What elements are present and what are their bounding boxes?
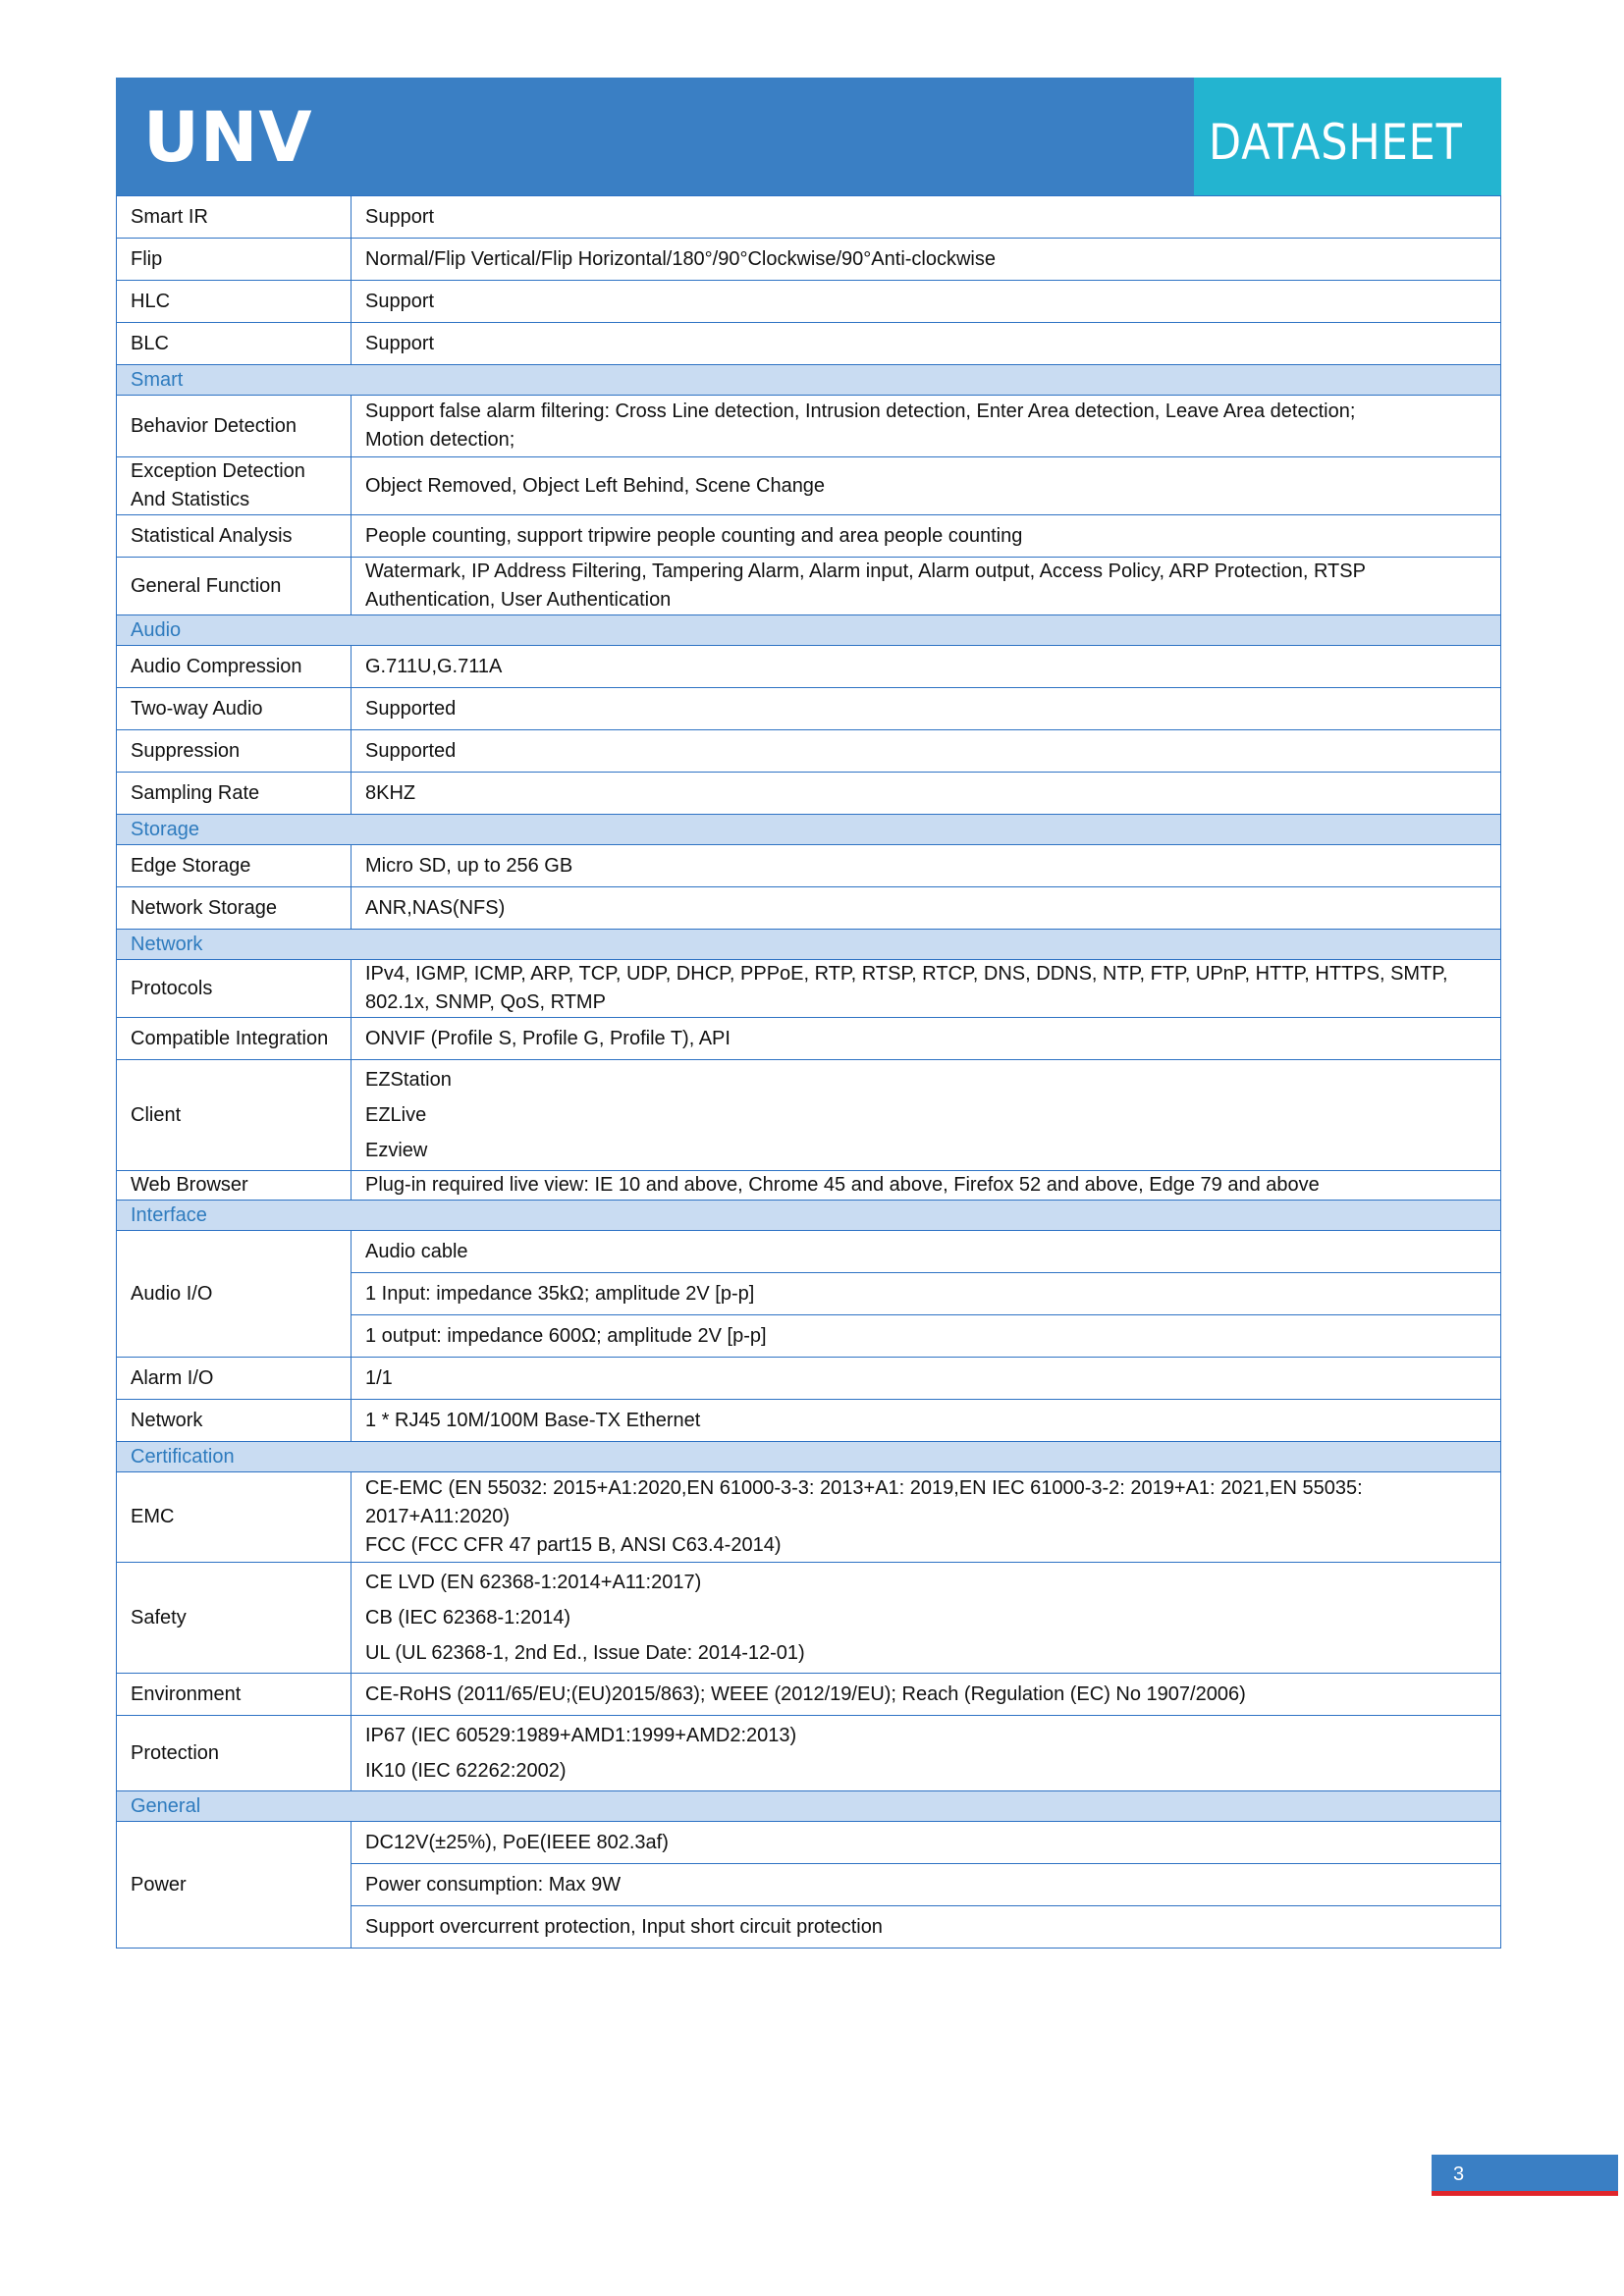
spec-value	[352, 457, 1501, 515]
spec-row	[117, 239, 1501, 281]
spec-value-line: EZLive	[365, 1104, 427, 1126]
spec-value: 1 Input: impedance 35kΩ; amplitude 2V [p-p]	[352, 1273, 1501, 1315]
spec-value	[352, 281, 1501, 323]
spec-row	[117, 1716, 1501, 1791]
spec-key: Web Browser	[117, 1171, 352, 1201]
spec-value-line: FCC (FCC CFR 47 part15 B, ANSI C63.4-2014)	[365, 1534, 782, 1556]
spec-value	[352, 1400, 1501, 1442]
spec-value	[352, 730, 1501, 773]
spec-key: Protection	[117, 1716, 352, 1791]
spec-value-line: Supported	[365, 740, 457, 762]
section-label: Network	[117, 930, 1501, 960]
unv-logo: UNV	[143, 97, 313, 178]
spec-key: Two-way Audio	[117, 688, 352, 730]
spec-row	[117, 1674, 1501, 1716]
spec-value-line: G.711U,G.711A	[365, 656, 503, 677]
section-header	[117, 615, 1501, 646]
spec-row	[117, 688, 1501, 730]
spec-row	[117, 1060, 1501, 1171]
spec-value	[352, 1060, 1501, 1171]
spec-row	[117, 1472, 1501, 1563]
spec-value-line: Watermark, IP Address Filtering, Tampering Alarm, Alarm input, Alarm output, Access Policy, ARP Protection, RTSP Authentication, User Authentication	[365, 561, 1366, 611]
spec-value	[352, 558, 1501, 615]
section-header	[117, 1201, 1501, 1231]
spec-key: Suppression	[117, 730, 352, 773]
spec-value	[352, 1674, 1501, 1716]
spec-key: BLC	[117, 323, 352, 365]
spec-key: Client	[117, 1060, 352, 1171]
spec-value	[352, 1472, 1501, 1563]
spec-value-line: EZStation	[365, 1069, 452, 1091]
spec-row	[117, 558, 1501, 615]
spec-value: Power consumption: Max 9W	[352, 1864, 1501, 1906]
spec-value-line: UL (UL 62368-1, 2nd Ed., Issue Date: 2014-12-01)	[365, 1642, 805, 1664]
spec-key: HLC	[117, 281, 352, 323]
spec-row	[117, 1018, 1501, 1060]
spec-row	[117, 887, 1501, 930]
spec-row	[117, 1171, 1501, 1201]
spec-row	[117, 196, 1501, 239]
spec-value	[352, 1716, 1501, 1791]
section-header	[117, 815, 1501, 845]
section-header	[117, 1442, 1501, 1472]
spec-row	[117, 845, 1501, 887]
page-number: 3	[1432, 2155, 1618, 2196]
spec-row	[117, 646, 1501, 688]
spec-row	[117, 773, 1501, 815]
spec-table	[116, 195, 1501, 1949]
spec-value-line: ANR,NAS(NFS)	[365, 897, 506, 919]
spec-value-line: Support false alarm filtering: Cross Line detection, Intrusion detection, Enter Area detection, Leave Area detection;	[365, 400, 1356, 422]
spec-value	[352, 845, 1501, 887]
spec-value-line: Ezview	[365, 1140, 428, 1161]
spec-value-line: Support	[365, 291, 435, 312]
spec-value-line: Supported	[365, 698, 457, 720]
spec-value	[352, 1563, 1501, 1674]
spec-key: Flip	[117, 239, 352, 281]
spec-key: Behavior Detection	[117, 396, 352, 457]
spec-key: Protocols	[117, 960, 352, 1018]
spec-value: Support overcurrent protection, Input short circuit protection	[352, 1906, 1501, 1949]
spec-row	[117, 1400, 1501, 1442]
spec-value-line: CB (IEC 62368-1:2014)	[365, 1607, 571, 1629]
spec-row	[117, 515, 1501, 558]
spec-value	[352, 515, 1501, 558]
section-header	[117, 1791, 1501, 1822]
spec-key: Compatible Integration	[117, 1018, 352, 1060]
datasheet-badge	[1194, 78, 1501, 195]
spec-value-line: 8KHZ	[365, 782, 416, 804]
spec-key: General Function	[117, 558, 352, 615]
spec-row	[117, 1358, 1501, 1400]
spec-key: Audio I/O	[117, 1231, 352, 1358]
spec-value-line: 1/1	[365, 1367, 393, 1389]
section-label: General	[117, 1791, 1501, 1822]
spec-key: Network Storage	[117, 887, 352, 930]
spec-value	[352, 323, 1501, 365]
spec-value-line: IP67 (IEC 60529:1989+AMD1:1999+AMD2:2013)	[365, 1725, 797, 1746]
spec-row	[117, 960, 1501, 1018]
datasheet-label: DATASHEET	[1209, 114, 1463, 171]
spec-value	[352, 396, 1501, 457]
spec-row	[117, 1231, 1501, 1273]
spec-key: Exception Detection And Statistics	[117, 457, 352, 515]
spec-value-line: People counting, support tripwire people counting and area people counting	[365, 525, 1023, 547]
section-label: Storage	[117, 815, 1501, 845]
spec-key: Sampling Rate	[117, 773, 352, 815]
spec-value-line: Micro SD, up to 256 GB	[365, 855, 573, 877]
spec-key: Audio Compression	[117, 646, 352, 688]
section-label: Audio	[117, 615, 1501, 646]
section-header	[117, 365, 1501, 396]
spec-value: Audio cable	[352, 1231, 1501, 1273]
section-header	[117, 930, 1501, 960]
spec-value: 1 output: impedance 600Ω; amplitude 2V [p-p]	[352, 1315, 1501, 1358]
spec-value-line: CE LVD (EN 62368-1:2014+A11:2017)	[365, 1572, 702, 1593]
spec-value-line: Normal/Flip Vertical/Flip Horizontal/180°/90°Clockwise/90°Anti-clockwise	[365, 248, 997, 270]
spec-row	[117, 730, 1501, 773]
spec-value	[352, 887, 1501, 930]
spec-value-line: Motion detection;	[365, 429, 515, 451]
spec-value-line: IK10 (IEC 62262:2002)	[365, 1760, 567, 1782]
spec-value	[352, 1171, 1501, 1201]
section-label: Smart	[117, 365, 1501, 396]
spec-key: Statistical Analysis	[117, 515, 352, 558]
spec-value	[352, 646, 1501, 688]
spec-key: Safety	[117, 1563, 352, 1674]
spec-key: Edge Storage	[117, 845, 352, 887]
spec-row	[117, 396, 1501, 457]
spec-value-line: CE-EMC (EN 55032: 2015+A1:2020,EN 61000-3-3: 2013+A1: 2019,EN IEC 61000-3-2: 2019+A1: 2021,EN 55035: 2017+A11:2020)	[365, 1477, 1363, 1527]
spec-value-line: Plug-in required live view: IE 10 and above, Chrome 45 and above, Firefox 52 and above, Edge 79 and above	[365, 1174, 1320, 1196]
spec-value	[352, 960, 1501, 1018]
spec-key: Alarm I/O	[117, 1358, 352, 1400]
spec-value-line: Object Removed, Object Left Behind, Scene Change	[365, 475, 826, 497]
spec-key: EMC	[117, 1472, 352, 1563]
spec-value-line: Support	[365, 333, 435, 354]
spec-value-line: CE-RoHS (2011/65/EU;(EU)2015/863); WEEE (2012/19/EU); Reach (Regulation (EC) No 1907/2006)	[365, 1683, 1246, 1705]
spec-row	[117, 281, 1501, 323]
spec-value	[352, 688, 1501, 730]
spec-value-line: 1 * RJ45 10M/100M Base-TX Ethernet	[365, 1410, 701, 1431]
spec-key: Smart IR	[117, 196, 352, 239]
spec-key: Environment	[117, 1674, 352, 1716]
spec-row	[117, 457, 1501, 515]
spec-value	[352, 773, 1501, 815]
spec-key: Network	[117, 1400, 352, 1442]
spec-row	[117, 1822, 1501, 1864]
spec-row	[117, 323, 1501, 365]
spec-value-line: ONVIF (Profile S, Profile G, Profile T), API	[365, 1028, 731, 1049]
spec-value-line: IPv4, IGMP, ICMP, ARP, TCP, UDP, DHCP, PPPoE, RTP, RTSP, RTCP, DNS, DDNS, NTP, FTP, UPnP, HTTP, HTTPS, SMTP, 802.1x, SNMP, QoS, RTMP	[365, 963, 1448, 1013]
spec-value-line: Support	[365, 206, 435, 228]
spec-value	[352, 239, 1501, 281]
spec-value: DC12V(±25%), PoE(IEEE 802.3af)	[352, 1822, 1501, 1864]
section-label: Interface	[117, 1201, 1501, 1231]
spec-value	[352, 196, 1501, 239]
section-label: Certification	[117, 1442, 1501, 1472]
header-banner	[116, 78, 1501, 195]
spec-value	[352, 1018, 1501, 1060]
spec-key: Power	[117, 1822, 352, 1949]
spec-value	[352, 1358, 1501, 1400]
spec-row	[117, 1563, 1501, 1674]
